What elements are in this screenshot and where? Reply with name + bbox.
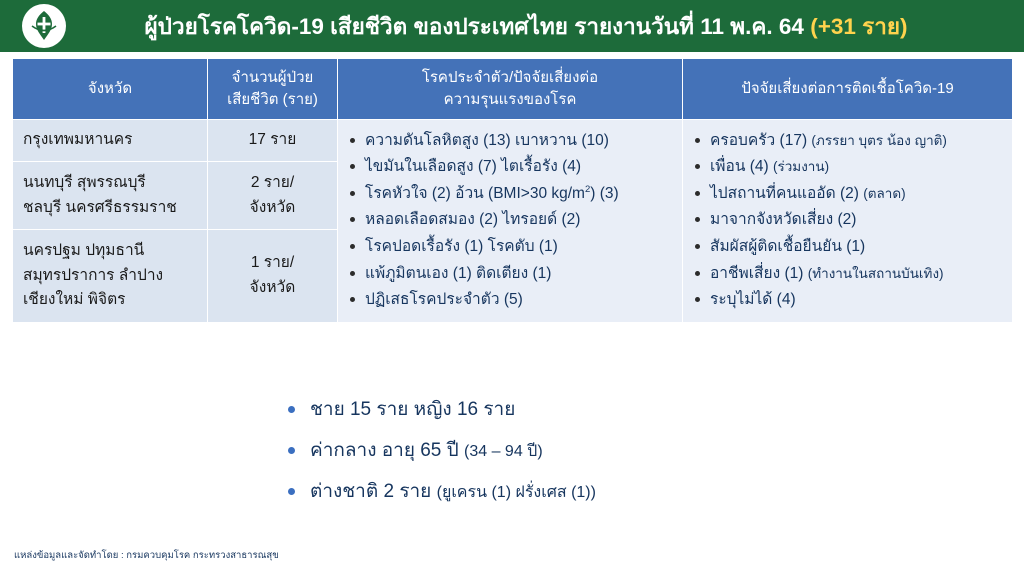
disease-text: ไขมันในเลือดสูง (7) ไตเรื้อรัง (4) xyxy=(365,158,582,176)
cell-province-3 xyxy=(13,229,208,322)
column-header-diseases-line2: ความรุนแรงของโรค xyxy=(443,90,577,108)
summary-bullets xyxy=(286,400,886,523)
disease-text: โรคหัวใจ (2) อ้วน (BMI>30 kg/m xyxy=(365,184,585,202)
summary-main: ค่ากลาง อายุ 65 ปี xyxy=(310,440,464,461)
column-header-deaths-line2: เสียชีวิต (ราย) xyxy=(227,90,318,108)
deaths-table xyxy=(12,58,1013,323)
table-row xyxy=(13,119,1013,162)
deaths-line: 1 ราย/ xyxy=(250,254,295,272)
list-item xyxy=(693,287,1002,314)
logo-container xyxy=(0,0,88,52)
list-item xyxy=(693,181,1002,208)
risk-note: (ภรรยา บุตร น้อง ญาติ) xyxy=(811,132,947,148)
risk-text: ระบุไม่ได้ (4) xyxy=(710,291,796,309)
deaths-line: 2 ราย/ xyxy=(250,173,295,191)
disease-text: โรคปอดเรื้อรัง (1) โรคตับ (1) xyxy=(365,238,558,256)
deaths-line: จังหวัด xyxy=(249,198,296,216)
page-title xyxy=(88,8,1024,44)
list-item xyxy=(348,181,672,208)
risk-text: อาชีพเสี่ยง (1) xyxy=(710,264,808,282)
column-header-deaths xyxy=(208,59,338,120)
summary-sub: (34 – 94 ปี) xyxy=(464,443,543,460)
province-line: นครปฐม ปทุมธานี xyxy=(23,241,145,259)
ministry-of-public-health-logo xyxy=(22,4,66,48)
page-title-delta: (+31 ราย) xyxy=(810,14,908,39)
risk-factors-list xyxy=(693,128,1002,315)
risk-text: เพื่อน (4) xyxy=(710,158,773,176)
disease-text: หลอดเลือดสมอง (2) ไทรอยด์ (2) xyxy=(365,211,581,229)
cell-risk-factors xyxy=(683,119,1013,323)
column-header-diseases-line1: โรคประจำตัว/ปัจจัยเสี่ยงต่อ xyxy=(421,69,599,86)
cell-province-2 xyxy=(13,162,208,230)
list-item xyxy=(348,207,672,234)
risk-text: ครอบครัว (17) xyxy=(710,131,812,149)
cell-deaths-2 xyxy=(208,162,338,230)
summary-line-foreigners xyxy=(286,482,886,501)
list-item xyxy=(348,287,672,314)
list-item xyxy=(693,207,1002,234)
column-header-province: จังหวัด xyxy=(13,59,208,120)
disease-text: ปฏิเสธโรคประจำตัว (5) xyxy=(365,291,523,309)
page-title-main: ผู้ป่วยโรคโควิด-19 เสียชีวิต ของประเทศไทย รายงานวันที่ 11 พ.ค. 64 xyxy=(144,14,811,39)
disease-superscript: 2 xyxy=(584,183,591,195)
summary-line-median-age xyxy=(286,441,886,460)
province-line: ชลบุรี นครศรีธรรมราช xyxy=(23,198,177,216)
province-line: สมุทรปราการ ลำปาง xyxy=(23,266,164,284)
list-item xyxy=(348,128,672,155)
summary-sub: (ยูเครน (1) ฝรั่งเศส (1)) xyxy=(436,484,596,501)
source-footnote: แหล่งข้อมูลและจัดทำโดย : กรมควบคุมโรค กระทรวงสาธารณสุข xyxy=(14,550,279,561)
deaths-line: จังหวัด xyxy=(249,279,296,297)
province-line: นนทบุรี สุพรรณบุรี xyxy=(23,173,146,191)
cell-province-1: กรุงเทพมหานคร xyxy=(13,119,208,162)
column-header-risk-factors: ปัจจัยเสี่ยงต่อการติดเชื้อโควิด-19 xyxy=(683,59,1013,120)
summary-main: ต่างชาติ 2 ราย xyxy=(310,481,437,502)
risk-text: มาจากจังหวัดเสี่ยง (2) xyxy=(710,211,857,229)
risk-note: (ร่วมงาน) xyxy=(772,159,830,175)
header-bar xyxy=(0,0,1024,52)
disease-text: ความดันโลหิตสูง (13) เบาหวาน (10) xyxy=(365,131,609,149)
cell-deaths-3 xyxy=(208,229,338,322)
risk-text: สัมผัสผู้ติดเชื้อยืนยัน (1) xyxy=(710,238,866,256)
deaths-table-wrapper xyxy=(12,58,1012,323)
cell-deaths-1: 17 ราย xyxy=(208,119,338,162)
risk-note: (ตลาด) xyxy=(863,185,906,201)
list-item xyxy=(348,154,672,181)
list-item xyxy=(693,261,1002,288)
summary-main: ชาย 15 ราย หญิง 16 ราย xyxy=(310,399,516,420)
list-item xyxy=(348,234,672,261)
risk-text: ไปสถานที่คนแออัด (2) xyxy=(710,184,864,202)
table-header-row xyxy=(13,59,1013,120)
column-header-deaths-line1: จำนวนผู้ป่วย xyxy=(231,69,314,86)
disease-text: แพ้ภูมิตนเอง (1) ติดเตียง (1) xyxy=(365,264,552,282)
list-item xyxy=(693,154,1002,181)
disease-text-tail: ) (3) xyxy=(590,184,619,202)
risk-note: (ทำงานในสถานบันเทิง) xyxy=(807,265,944,281)
summary-line-sex xyxy=(286,400,886,419)
province-line: เชียงใหม่ พิจิตร xyxy=(23,291,126,309)
list-item xyxy=(693,234,1002,261)
column-header-diseases xyxy=(338,59,683,120)
cell-diseases xyxy=(338,119,683,323)
list-item xyxy=(348,261,672,288)
list-item xyxy=(693,128,1002,155)
diseases-list xyxy=(348,128,672,315)
